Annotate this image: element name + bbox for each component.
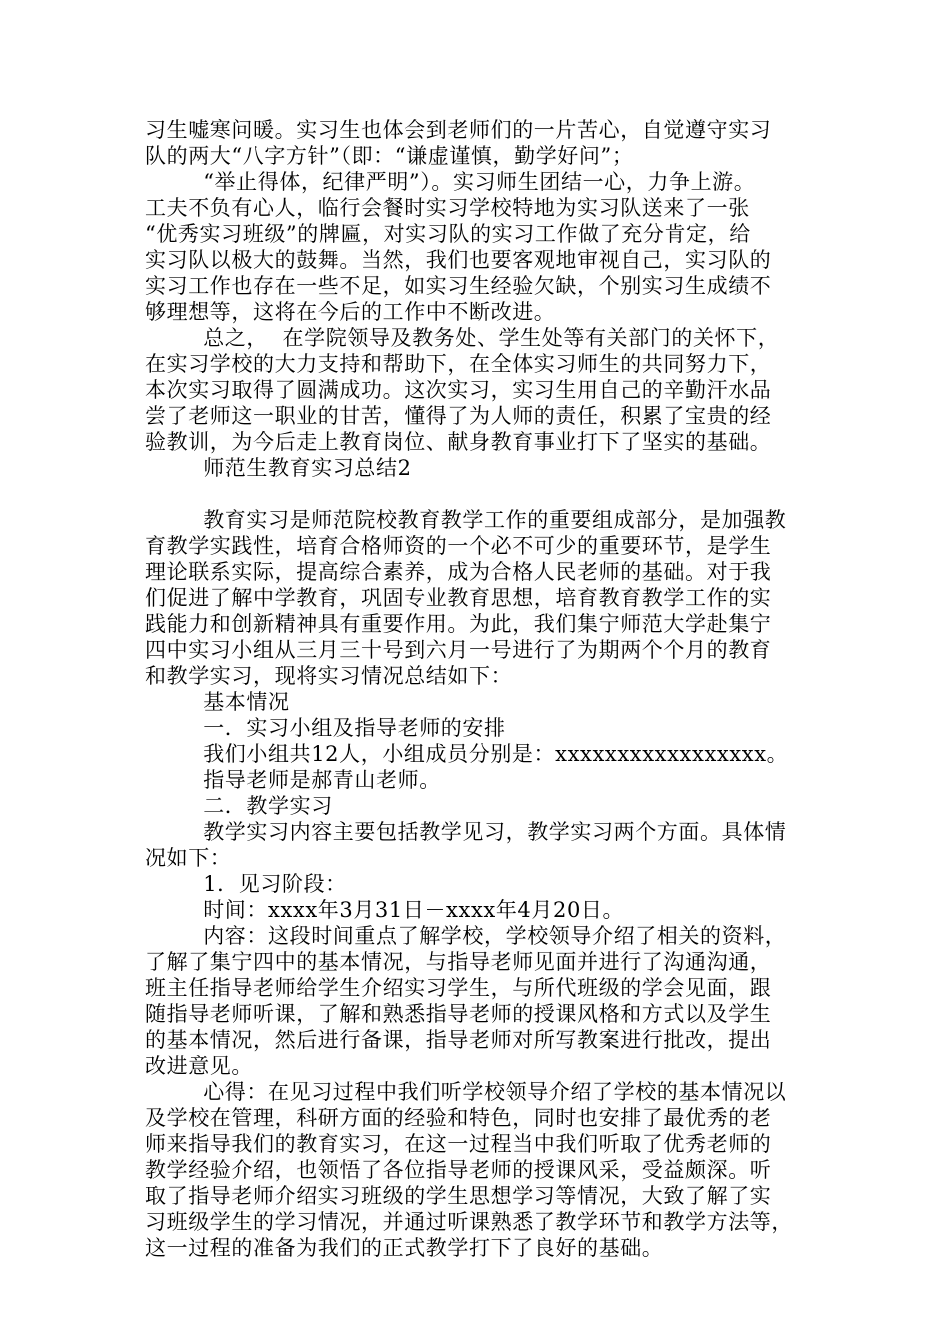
text-line: 随指导老师听课，了解和熟悉指导老师的授课风格和方式以及学生 <box>145 1002 772 1026</box>
text-line: 践能力和创新精神具有重要作用。为此，我们集宁师范大学赴集宁 <box>145 612 772 636</box>
subheading: 1．见习阶段： <box>145 872 347 896</box>
text-line: 我们小组共12人，小组成员分别是：xxxxxxxxxxxxxxxxx。 <box>145 742 789 766</box>
subheading: 二．教学实习 <box>145 794 333 818</box>
text-line: 们促进了解中学教育，巩固专业教育思想，培育教育教学工作的实 <box>145 586 772 610</box>
text-line: 尝了老师这一职业的甘苦，懂得了为人师的责任，积累了宝贵的经 <box>145 404 772 428</box>
text-line: 育教学实践性，培育合格师资的一个必不可少的重要环节，是学生 <box>145 534 772 558</box>
text-line: 队的两大“八字方针”（即：“谦虚谨慎，勤学好问”； <box>145 144 634 168</box>
text-line: 班主任指导老师给学生介绍实习学生，与所代班级的学会见面，跟 <box>145 976 772 1000</box>
text-line: 改进意见。 <box>145 1054 253 1078</box>
text-line: 理论联系实际，提高综合素养，成为合格人民老师的基础。对于我 <box>145 560 772 584</box>
text-line: 实习工作也存在一些不足，如实习生经验欠缺，个别实习生成绩不 <box>145 274 772 298</box>
text-line: 时间：xxxx年3月31日－xxxx年4月20日。 <box>145 898 625 922</box>
text-line: 工夫不负有心人，临行会餐时实习学校特地为实习队送来了一张 <box>145 196 750 220</box>
text-line: 四中实习小组从三月三十号到六月一号进行了为期两个个月的教育 <box>145 638 772 662</box>
text-line: 教学经验介绍，也领悟了各位指导老师的授课风采，受益颇深。听 <box>145 1158 772 1182</box>
text-line: 的基本情况，然后进行备课，指导老师对所写教案进行批改，提出 <box>145 1028 772 1052</box>
text-line: 了解了集宁四中的基本情况，与指导老师见面并进行了沟通沟通， <box>145 950 772 974</box>
text-line: 习班级学生的学习情况，并通过听课熟悉了教学环节和教学方法等， <box>145 1210 793 1234</box>
text-line: 和教学实习，现将实习情况总结如下： <box>145 664 513 688</box>
text-line: 习生嘘寒问暖。实习生也体会到老师们的一片苦心，自觉遵守实习 <box>145 118 772 142</box>
text-line: 指导老师是郝青山老师。 <box>145 768 441 792</box>
section-heading: 师范生教育实习总结2 <box>145 456 412 480</box>
text-line: 这一过程的准备为我们的正式教学打下了良好的基础。 <box>145 1236 664 1260</box>
subheading: 基本情况 <box>145 690 290 714</box>
text-line: 本次实习取得了圆满成功。这次实习，实习生用自己的辛勤汗水品 <box>145 378 772 402</box>
text-line: “优秀实习班级”的牌匾，对实习队的实习工作做了充分肯定，给 <box>145 222 751 246</box>
text-line: 心得：在见习过程中我们听学校领导介绍了学校的基本情况以 <box>145 1080 787 1104</box>
text-line: 够理想等，这将在今后的工作中不断改进。 <box>145 300 556 324</box>
text-line: 验教训，为今后走上教育岗位、献身教育事业打下了坚实的基础。 <box>145 430 772 454</box>
text-line: “举止得体，纪律严明”）。实习师生团结一心，力争上游。 <box>145 170 756 194</box>
text-line: 及学校在管理，科研方面的经验和特色，同时也安排了最优秀的老 <box>145 1106 772 1130</box>
blank-line <box>145 481 817 507</box>
text-line: 况如下： <box>145 846 232 870</box>
text-line: 在实习学校的大力支持和帮助下，在全体实习师生的共同努力下， <box>145 352 772 376</box>
text-line: 教学实习内容主要包括教学见习，教学实习两个方面。具体情 <box>145 820 787 844</box>
text-line: 取了指导老师介绍实习班级的学生思想学习等情况，大致了解了实 <box>145 1184 772 1208</box>
text-line: 内容：这段时间重点了解学校，学校领导介绍了相关的资料， <box>145 924 787 948</box>
document-page <box>145 117 817 1261</box>
text-line: 教育实习是师范院校教育教学工作的重要组成部分，是加强教 <box>145 508 787 532</box>
text-line: 师来指导我们的教育实习，在这一过程当中我们听取了优秀老师的 <box>145 1132 772 1156</box>
subheading: 一．实习小组及指导老师的安排 <box>145 716 506 740</box>
text-line: 总之， 在学院领导及教务处、学生处等有关部门的关怀下， <box>145 326 780 350</box>
text-line: 实习队以极大的鼓舞。当然，我们也要客观地审视自己，实习队的 <box>145 248 772 272</box>
